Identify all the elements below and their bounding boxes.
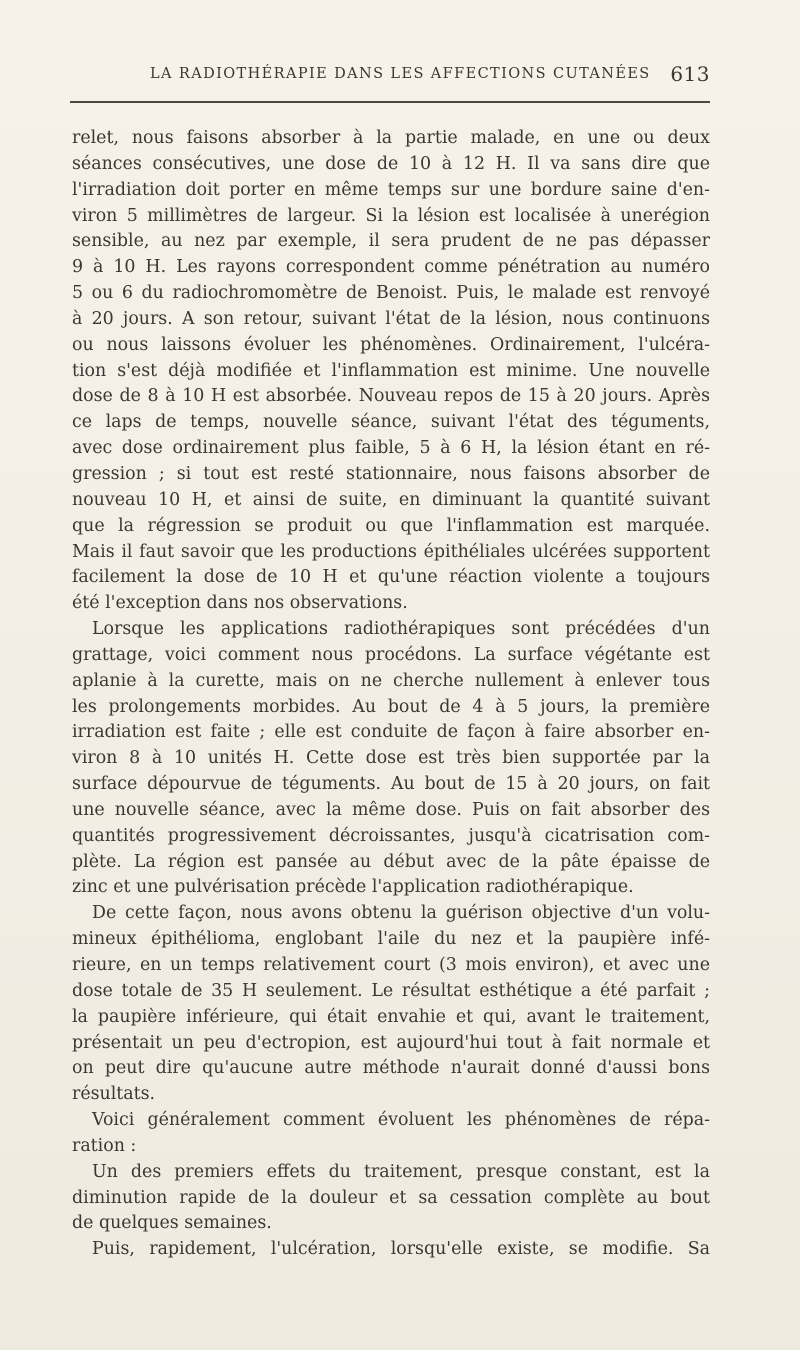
text-line: gression ; si tout est resté stationnaire, nous faisons absorber de	[72, 463, 710, 484]
text-line: ration :	[72, 1135, 137, 1156]
text-line: aplanie à la curette, mais on ne cherche nullement à enlever tous	[72, 670, 710, 691]
text-line: viron 8 à 10 unités H. Cette dose est très bien supportée par la	[72, 748, 710, 769]
text-line: de quelques semaines.	[72, 1213, 272, 1234]
text-line: l'irradiation doit porter en même temps sur une bordure saine d'en-	[72, 179, 710, 200]
text-line: sensible, au nez par exemple, il sera prudent de ne pas dépasser	[72, 231, 710, 252]
text-line: rieure, en un temps relativement court (3 mois environ), et avec une	[72, 955, 710, 975]
text-line: ce laps de temps, nouvelle séance, suivant l'état des téguments,	[72, 412, 710, 433]
text-line: mineux épithélioma, englobant l'aile du nez et la paupière infé-	[72, 929, 710, 950]
text-line: ou nous laissons évoluer les phénomènes. Ordinairement, l'ulcéra-	[72, 334, 710, 355]
text-line: tion s'est déjà modifiée et l'inflammation est minime. Une nouvelle	[72, 360, 710, 381]
running-title: LA RADIOTHÉRAPIE DANS LES AFFECTIONS CUTANÉES	[150, 66, 651, 82]
text-line: résultats.	[72, 1084, 156, 1105]
text-line: quantités progressivement décroissantes, jusqu'à cicatrisation com-	[72, 825, 710, 846]
header-rule	[70, 101, 710, 103]
text-line: dose totale de 35 H seulement. Le résultat esthétique a été parfait ;	[72, 980, 710, 1001]
text-line: avec dose ordinairement plus faible, 5 à 6 H, la lésion étant en ré-	[72, 438, 710, 459]
text-line: présentait un peu d'ectropion, est aujourd'hui tout à fait normale et	[72, 1032, 710, 1053]
text-line: 5 ou 6 du radiochromomètre de Benoist. Puis, le malade est renvoyé	[72, 283, 710, 304]
page-number: 613	[670, 62, 710, 86]
body-text	[72, 126, 710, 1263]
text-line: été l'exception dans nos observations.	[72, 593, 408, 614]
text-line: que la régression se produit ou que l'inflammation est marquée.	[72, 515, 710, 536]
text-line: facilement la dose de 10 H et qu'une réaction violente a toujours	[72, 567, 710, 588]
text-line: surface dépourvue de téguments. Au bout de 15 à 20 jours, on fait	[72, 774, 710, 795]
text-line: plète. La région est pansée au début avec de la pâte épaisse de	[72, 851, 710, 872]
text-line: 9 à 10 H. Les rayons correspondent comme pénétration au numéro	[72, 257, 710, 278]
text-line: Un des premiers effets du traitement, presque constant, est la	[92, 1161, 710, 1182]
text-line: à 20 jours. A son retour, suivant l'état de la lésion, nous continuons	[72, 308, 710, 329]
text-line: grattage, voici comment nous procédons. La surface végétante est	[72, 644, 710, 665]
text-line: Puis, rapidement, l'ulcération, lorsqu'elle existe, se modifie. Sa	[92, 1239, 710, 1260]
text-line: une nouvelle séance, avec la même dose. Puis on fait absorber des	[72, 799, 710, 820]
text-line: Voici généralement comment évoluent les phénomènes de répa-	[92, 1110, 710, 1131]
text-line: nouveau 10 H, et ainsi de suite, en diminuant la quantité suivant	[72, 489, 710, 510]
text-line: diminution rapide de la douleur et sa cessation complète au bout	[72, 1187, 710, 1208]
text-line: relet, nous faisons absorber à la partie malade, en une ou deux	[72, 128, 710, 148]
text-line: séances consécutives, une dose de 10 à 12 H. Il va sans dire que	[72, 153, 710, 174]
text-line: irradiation est faite ; elle est conduite de façon à faire absorber en-	[72, 722, 710, 743]
text-line: Mais il faut savoir que les productions épithéliales ulcérées supportent	[72, 541, 710, 562]
page-header	[70, 60, 710, 96]
text-line: dose de 8 à 10 H est absorbée. Nouveau repos de 15 à 20 jours. Après	[72, 386, 710, 407]
text-line: la paupière inférieure, qui était envahie et qui, avant le traitement,	[72, 1006, 710, 1027]
text-line: viron 5 millimètres de largeur. Si la lésion est localisée à unerégion	[72, 205, 710, 226]
text-line: les prolongements morbides. Au bout de 4 à 5 jours, la première	[72, 696, 710, 717]
text-line: zinc et une pulvérisation précède l'application radiothérapique.	[72, 877, 634, 898]
text-line: De cette façon, nous avons obtenu la guérison objective d'un volu-	[92, 903, 710, 924]
text-line: on peut dire qu'aucune autre méthode n'aurait donné d'aussi bons	[72, 1058, 710, 1079]
text-line: Lorsque les applications radiothérapiques sont précédées d'un	[92, 619, 710, 640]
